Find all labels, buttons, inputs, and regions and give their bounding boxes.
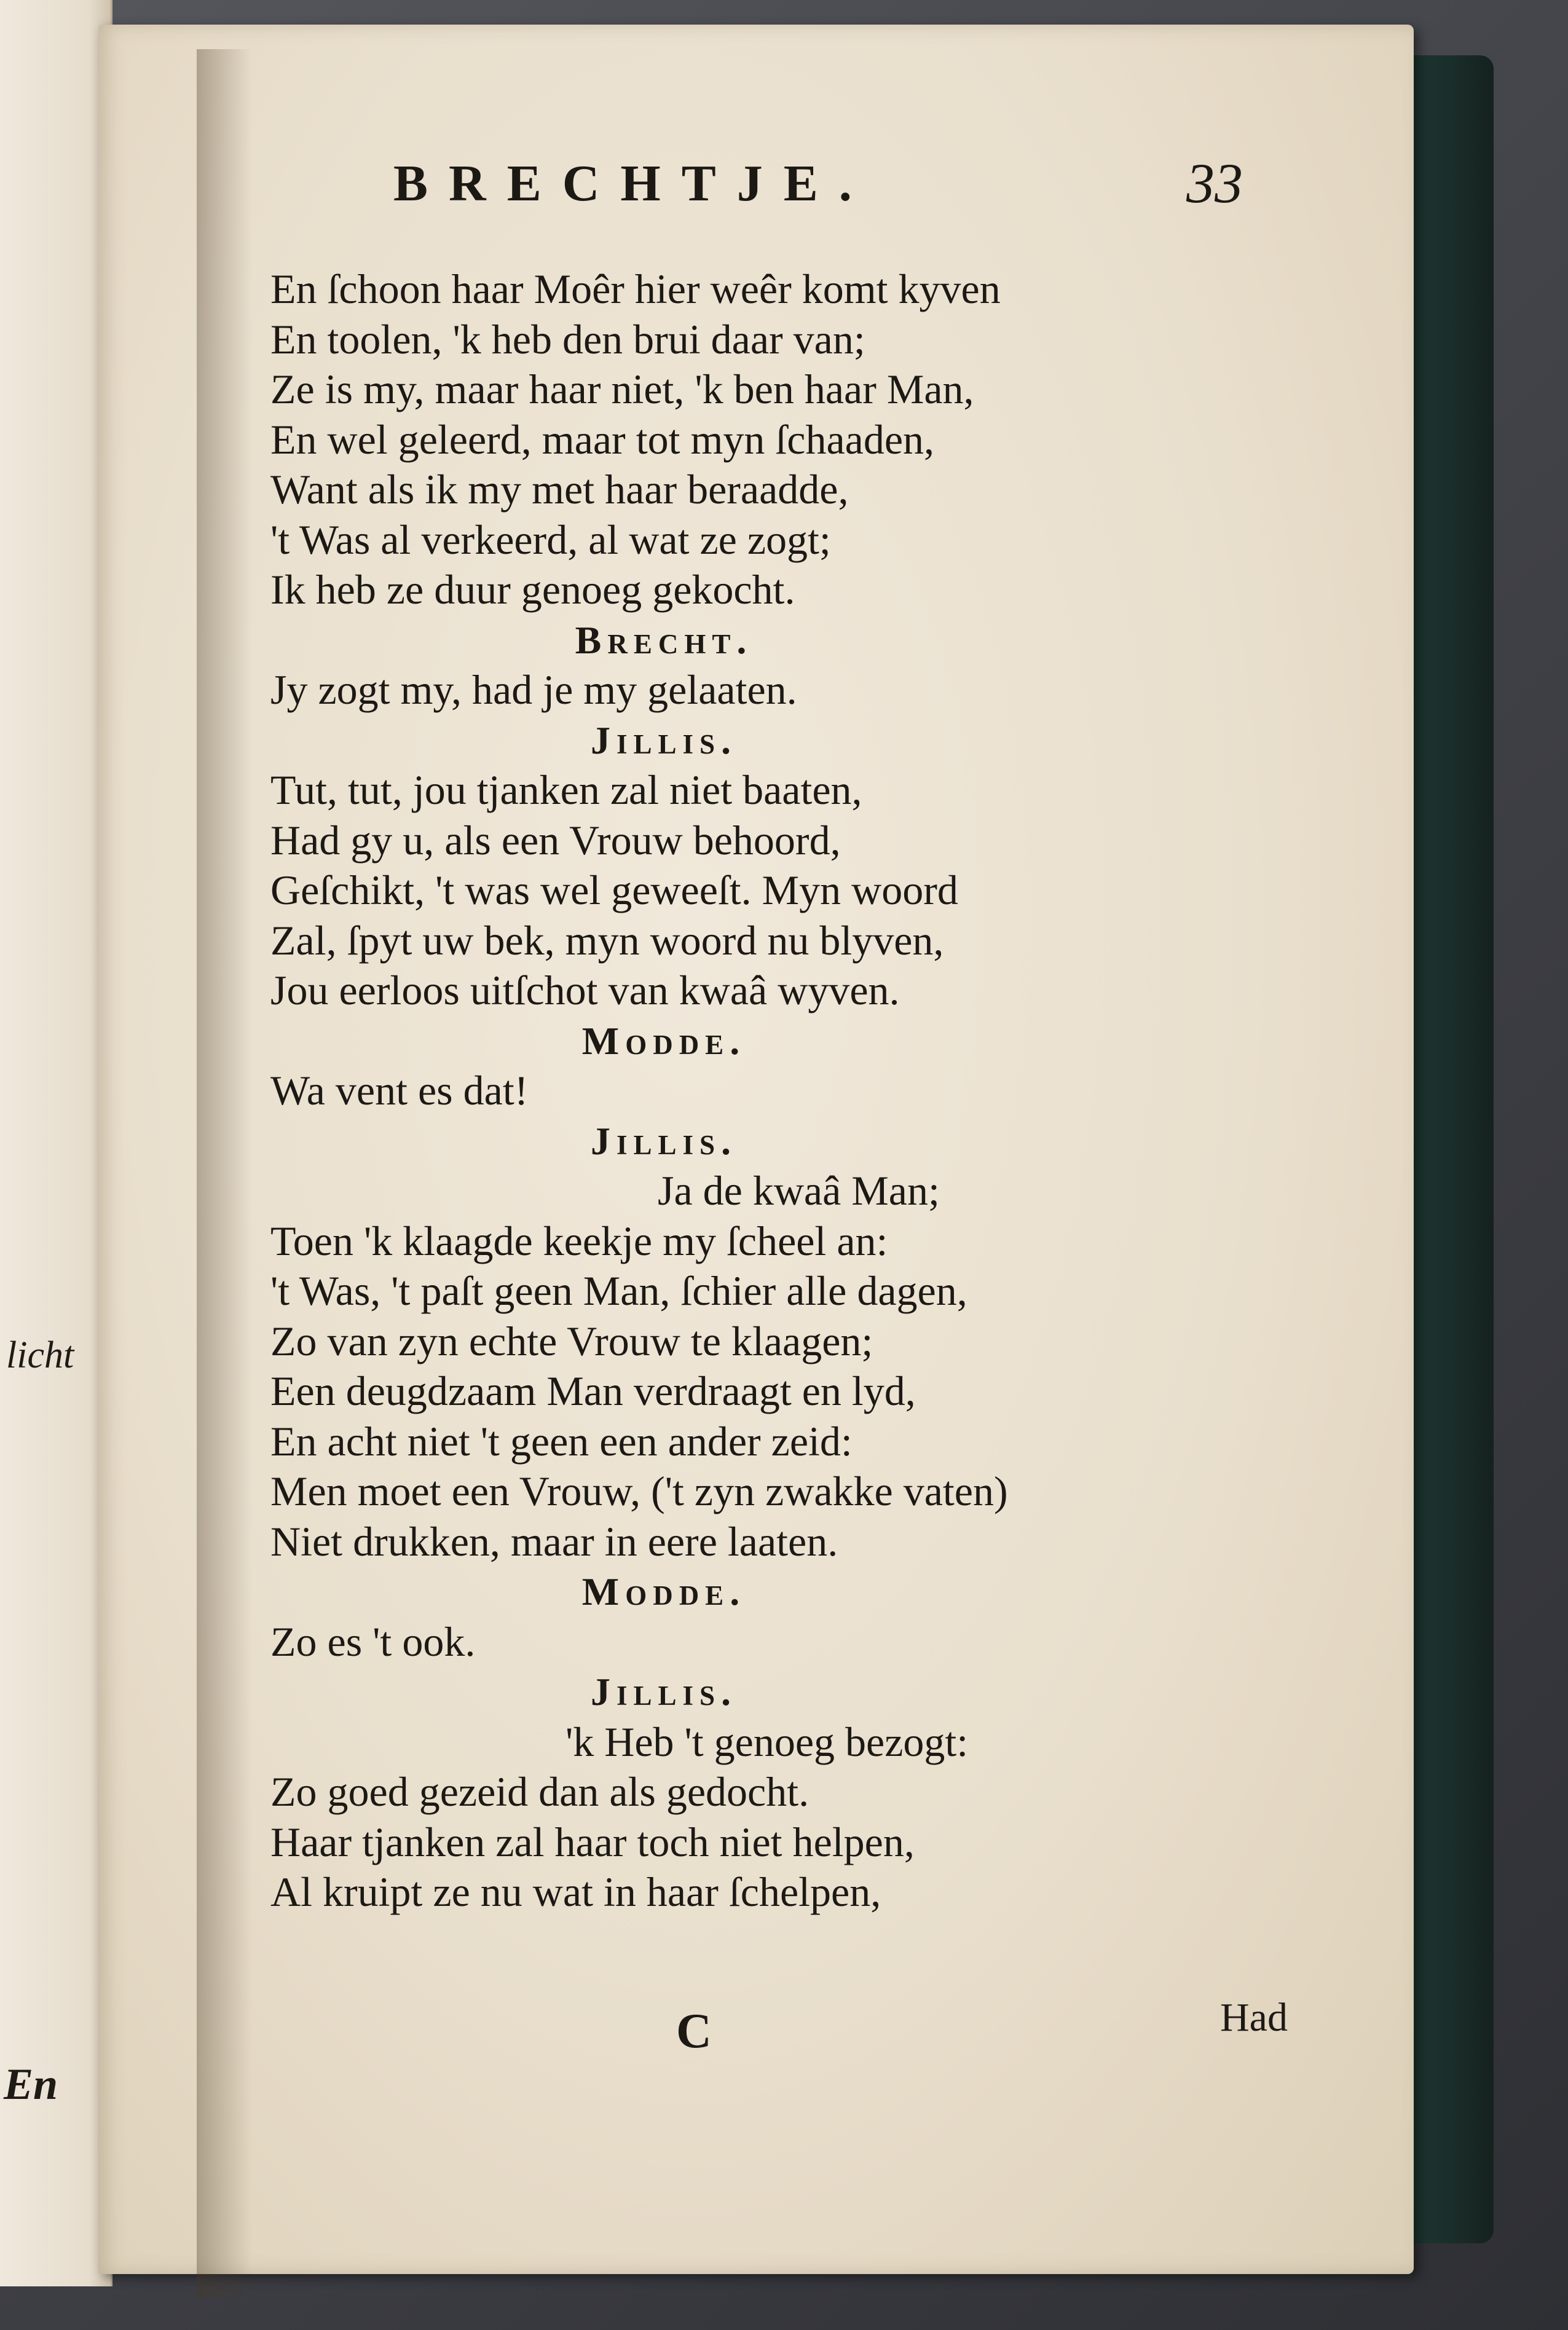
- facing-page-fragment: En: [4, 2060, 58, 2109]
- verse-line: Toen 'k klaagde keekje my ſcheel an:: [270, 1217, 888, 1264]
- verse-line: Zal, ſpyt uw bek, myn woord nu blyven,: [270, 916, 944, 964]
- verse-line: Zo es 't ook.: [270, 1618, 476, 1665]
- verse-line: Had gy u, als een Vrouw behoord,: [270, 816, 841, 864]
- speaker-name: Brecht.: [575, 618, 753, 662]
- verse-line: 't Was al verkeerd, al wat ze zogt;: [270, 516, 831, 563]
- speaker-name: Jillis.: [590, 1670, 738, 1714]
- verse-line: Zo van zyn echte Vrouw te klaagen;: [270, 1317, 873, 1364]
- verse-line: Men moet een Vrouw, ('t zyn zwakke vaten): [270, 1468, 1008, 1514]
- catchword: Had: [1220, 1995, 1288, 2040]
- page-number: 33: [1186, 152, 1243, 215]
- verse-line: Zo goed gezeid dan als gedocht.: [270, 1768, 810, 1815]
- page-content: [98, 25, 1414, 2274]
- verse-line: Jou eerloos uitſchot van kwaâ wyven.: [270, 967, 900, 1013]
- facing-page-left: [0, 0, 112, 2286]
- running-head: BRECHTJE.: [393, 155, 873, 212]
- verse-line: Geſchikt, 't was wel geweeſt. Myn woord: [270, 867, 958, 913]
- speaker-name: Jillis.: [590, 718, 738, 762]
- verse-line: 't Was, 't paſt geen Man, ſchier alle dagen,: [270, 1267, 967, 1314]
- speaker-name: Modde.: [581, 1570, 746, 1613]
- speaker-name: Jillis.: [590, 1119, 738, 1163]
- verse-line: Wa vent es dat!: [270, 1067, 529, 1114]
- verse-line: Een deugdzaam Man verdraagt en lyd,: [270, 1368, 916, 1414]
- verse-line: Ja de kwaâ Man;: [658, 1167, 940, 1214]
- book-page: [98, 25, 1414, 2274]
- verse-line: Jy zogt my, had je my gelaaten.: [270, 666, 797, 713]
- speaker-name: Modde.: [581, 1018, 746, 1063]
- verse-line: Niet drukken, maar in eere laaten.: [270, 1517, 838, 1565]
- facing-page-fragment: licht: [6, 1334, 74, 1376]
- verse-line: En acht niet 't geen een ander zeid:: [270, 1417, 853, 1465]
- verse-line: En ſchoon haar Moêr hier weêr komt kyven: [270, 266, 1001, 312]
- verse-line: 'k Heb 't genoeg bezogt:: [565, 1718, 969, 1765]
- verse-text-block: [270, 264, 1315, 1918]
- verse-line: En wel geleerd, maar tot myn ſchaaden,: [270, 415, 934, 463]
- signature-mark: C: [676, 2004, 712, 2058]
- verse-line: Haar tjanken zal haar toch niet helpen,: [270, 1818, 915, 1865]
- verse-line: Tut, tut, jou tjanken zal niet baaten,: [270, 766, 862, 813]
- verse-line: Ze is my, maar haar niet, 'k ben haar Man,: [270, 366, 974, 412]
- verse-line: Ik heb ze duur genoeg gekocht.: [270, 566, 795, 613]
- verse-line: Al kruipt ze nu wat in haar ſchelpen,: [270, 1868, 881, 1915]
- verse-line: Want als ik my met haar beraadde,: [270, 466, 849, 513]
- verse-line: En toolen, 'k heb den brui daar van;: [270, 315, 865, 363]
